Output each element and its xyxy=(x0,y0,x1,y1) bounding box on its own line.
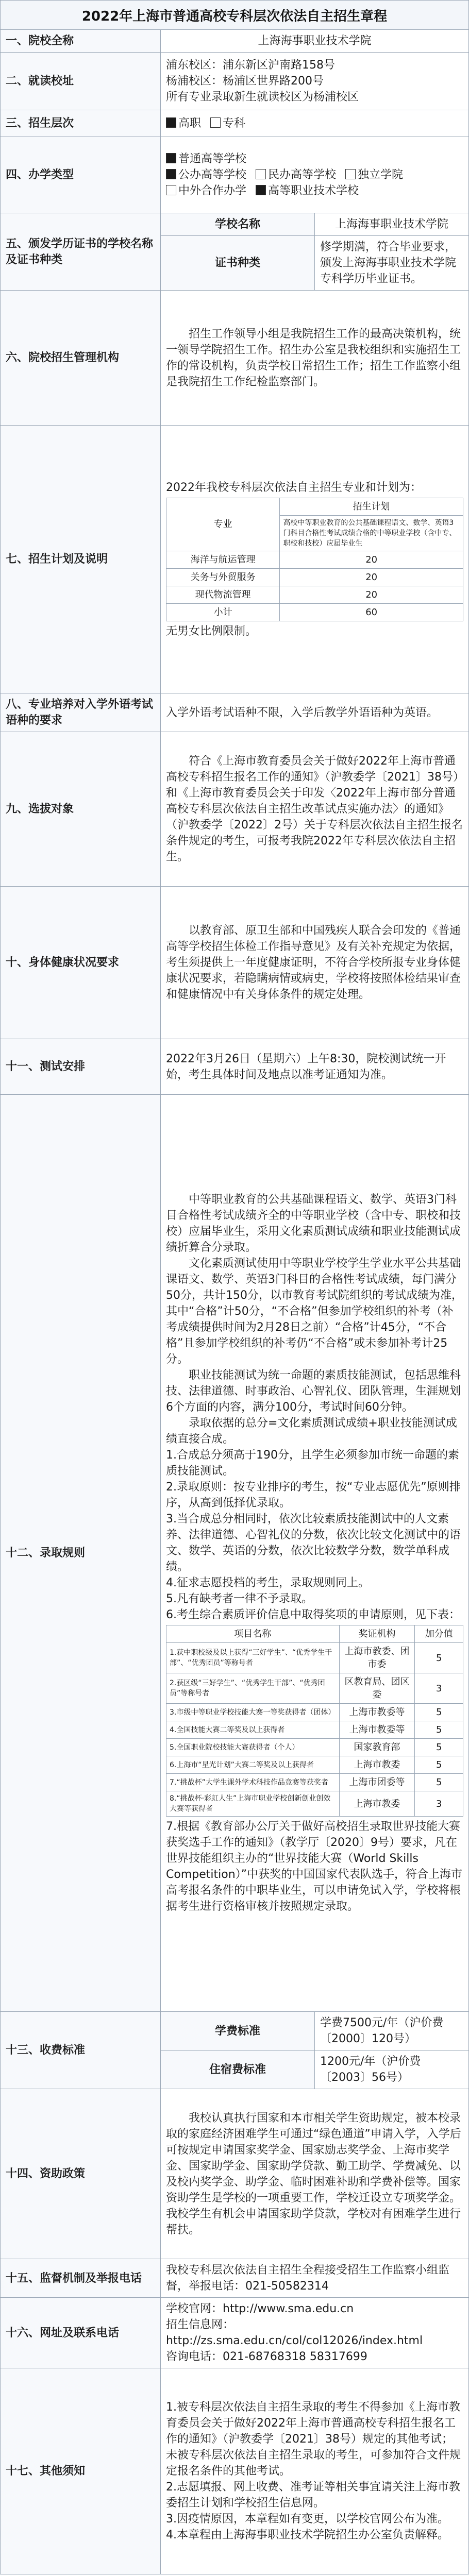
row-test xyxy=(1,1039,469,1095)
row-school-name xyxy=(1,30,469,53)
value-plan xyxy=(161,426,469,693)
label-target: 九、选拔对象 xyxy=(1,732,161,887)
label-health: 十、身体健康状况要求 xyxy=(1,887,161,1039)
option-type-2: 民办高等学校 xyxy=(256,167,336,183)
value-rules xyxy=(161,1095,469,2012)
contact-zs: 招生信息网：http://zs.sma.edu.cn/col/col12026/index.html xyxy=(166,2318,423,2347)
bonus-row: 3.市级中等职业学校技能大赛一等奖获得者（团体） 上海市教委等 5 xyxy=(166,1704,463,1721)
value-aid: 我校认真执行国家和本市相关学生资助规定，被本校录取的家庭经济困难学生可通过“绿色通道”申请入学，入学后可按规定申请国家奖学金、国家励志奖学金、上海市奖学金、国家助学金、国家助学贷款、勤工助学、学费减免、以及校内奖学金、助学金、临时困难补助和学费补偿等。国家资助学生是学校的一项重要工作，学校迁设立专项奖学金。我校学生有机会申请国家助学贷款，学校对有困难学生进行帮扶。 xyxy=(161,2089,469,2259)
value-health: 以教育部、原卫生部和中国残疾人联合会印发的《普通高等学校招生体检工作指导意见》及有关补充规定为依据，考生须提供上一年度健康证明，不符合学校所报专业身体健康状况要求，若隐瞒病情或病史，学校将按照体检结果审查和健康情况中有关身体条件的规定处理。 xyxy=(161,887,469,1039)
value-cert-type: 修学期满，符合毕业要求，颁发上海海事职业技术学院专科学历毕业证书。 xyxy=(315,236,469,291)
rules-para: 1.合成总分须高于190分，且学生必须参加市统一命题的素质技能测试。 xyxy=(166,1449,459,1478)
plan-row: 海洋与航运管理 20 xyxy=(166,551,463,568)
row-fee-tuition xyxy=(1,2012,469,2050)
label-campus: 二、就读校址 xyxy=(1,53,161,110)
other-para: 4.本章程由上海海事职业技术学院招生办公室负责解释。 xyxy=(166,2529,449,2541)
other-para: 1.被专科层次依法自主招生录取的考生不得参加《上海市教育委员会关于做好2022年上海市普通高校专科招生报名工作的通知》（沪教委学〔2021〕38号）规定的其他考试；未被专科层次依法自主招生录取的考生，可参加符合文件规定报名条件的其他考试。 xyxy=(166,2401,461,2478)
value-contact xyxy=(161,2298,469,2368)
value-school-name: 上海海事职业技术学院 xyxy=(161,30,469,53)
checkbox-icon xyxy=(256,169,266,179)
document-title: 2022年上海市普通高校专科层次依法自主招生章程 xyxy=(0,0,469,29)
row-campus xyxy=(1,53,469,110)
plan-row-total: 小计 60 xyxy=(166,603,463,621)
bonus-th-name: 项目名称 xyxy=(166,1625,340,1643)
plan-row: 关务与外贸服务 20 xyxy=(166,568,463,586)
value-tuition: 学费7500元/年（沪价费〔2000〕120号） xyxy=(315,2012,469,2050)
checkbox-icon xyxy=(166,153,176,163)
label-language: 八、专业培养对入学外语考试语种的要求 xyxy=(1,693,161,732)
label-contact: 十六、网址及联系电话 xyxy=(1,2298,161,2368)
campus-line-note: 所有专业录取新生就读校区为杨浦校区 xyxy=(166,91,359,104)
value-language: 入学外语考试语种不限，入学后教学外语语种为英语。 xyxy=(161,693,469,732)
checkbox-icon xyxy=(166,185,176,195)
plan-th-desc: 高校中等职业教育的公共基础课程语文、数学、英语3门科目合格性考试成绩合格的中等职业学校（含中专、职校和技校）应届毕业生 xyxy=(280,515,463,551)
option-type-1: 公办高等学校 xyxy=(166,167,246,183)
label-aid: 十四、资助政策 xyxy=(1,2089,161,2259)
rules-para: 2.录取原则：按专业排序的考生，按“专业志愿优先”原则排序，从高到低择优录取。 xyxy=(166,1481,461,1510)
label-other: 十七、其他须知 xyxy=(1,2368,161,2574)
value-supervise: 我校专科层次依法自主招生全程接受招生工作监察小组监督，举报电话：021-50582314 xyxy=(161,2259,469,2298)
bonus-table xyxy=(166,1625,463,1817)
other-para: 3.因疫情原因，本章程如有变更，以学校官网公布为准。 xyxy=(166,2513,449,2526)
plan-row: 现代物流管理 20 xyxy=(166,586,463,603)
value-level xyxy=(161,110,469,137)
row-target xyxy=(1,732,469,887)
rules-para: 中等职业教育的公共基础课程语文、数学、英语3门科目合格性考试成绩齐全的中等职业学校（含中专、职校和技校）应届毕业生，采用文化素质测试成绩和职业技能测试成绩折算合分录取。 xyxy=(166,1193,461,1254)
option-type-3: 独立学院 xyxy=(345,167,403,183)
label-fee: 十三、收费标准 xyxy=(1,2012,161,2089)
checkbox-icon xyxy=(210,117,221,128)
value-school-type xyxy=(161,137,469,213)
other-para: 2.志愿填报、网上收费、准考证等相关事宜请关注上海市教委招生计划和学校招生信息网。 xyxy=(166,2481,460,2510)
rules-para: 录取依据的总分=文化素质测试成绩+职业技能测试成绩直接合成。 xyxy=(166,1417,457,1446)
label-stay: 住宿费标准 xyxy=(161,2050,315,2089)
row-admin xyxy=(1,291,469,426)
row-plan xyxy=(1,426,469,693)
rules-para: 职业技能测试为统一命题的素质技能测试，包括思维科技、法律道德、时事政治、心智礼仪、团队管理，生涯规划6个方面的内容，满分100分，考试时间60分钟。 xyxy=(166,1369,461,1414)
label-school-type: 四、办学类型 xyxy=(1,137,161,213)
row-rules xyxy=(1,1095,469,2012)
bonus-row: 6.上海市“星光计划”大赛二等奖及以上获得者 上海市教委 5 xyxy=(166,1756,463,1774)
label-cert: 五、颁发学历证书的学校名称及证书种类 xyxy=(1,213,161,291)
bonus-row: 4.全国技能大赛二等奖及以上获得者 上海市教委等 5 xyxy=(166,1721,463,1739)
value-other xyxy=(161,2368,469,2574)
label-cert-school: 学校名称 xyxy=(161,213,315,236)
checkbox-icon xyxy=(345,169,356,179)
rules-para: 5.凡有缺考者一律不予录取。 xyxy=(166,1592,313,1605)
campus-line-pudong: 浦东校区：浦东新区沪南路158号 xyxy=(166,59,335,72)
value-admin: 招生工作领导小组是我院招生工作的最高决策机构，统一领导学院招生工作。招生办公室是我校组织和实施招生工作的常设机构，负责学校日常招生工作；招生工作监察小组是我院招生工作纪检监察部门。 xyxy=(161,291,469,426)
label-tuition: 学费标准 xyxy=(161,2012,315,2050)
rules-para: 文化素质测试使用中等职业学校学生学业水平公共基础课语文、数学、英语3门科目的合格性考试成绩，每门满分50分，共计150分，以市教育考试院组织的考试成绩为准，其中“合格”计50分，“不合格”但参加学校组织的补考（补考成绩提供时间为2月28日之前）“合格”计45分，“不合格”且参加学校组织的补考仍“不合格”或未参加补考计25分。 xyxy=(166,1257,463,1366)
value-campus xyxy=(161,53,469,110)
plan-table xyxy=(166,498,463,621)
checkbox-icon xyxy=(166,117,176,128)
bonus-th-org: 奖证机构 xyxy=(339,1625,415,1643)
rules-para: 4.征求志愿投档的考生，录取规则同上。 xyxy=(166,1577,370,1589)
plan-intro: 2022年我校专科层次依法自主招生专业和计划为： xyxy=(166,481,422,494)
bonus-row: 2.获区级“三好学生”、“优秀学生干部”、“优秀团员”等称号者 区教育局、团区委 3 xyxy=(166,1673,463,1704)
row-language xyxy=(1,693,469,732)
rules-tail: 7.根据《教育部办公厅关于做好高校招生录取世界技能大赛获奖选手工作的通知》（教学厅〔2020〕9号）要求，凡在世界技能组织主办的“世界技能大赛（World Skills Competition）”中获奖的中国国家代表队选手，符合上海市高考报名条件的中职毕业生，可以申请免试入学，学校将根据考生进行资格审核并按照规定录取。 xyxy=(166,1820,463,1913)
option-gaozhi: 高职 xyxy=(166,115,201,131)
rules-para: 6.考生综合素质评价信息中取得奖项的申请原则，见下表： xyxy=(166,1608,460,1621)
row-cert-school xyxy=(1,213,469,236)
label-level: 三、招生层次 xyxy=(1,110,161,137)
option-type-4: 中外合作办学 xyxy=(166,183,246,199)
contact-site: 学校官网：http://www.sma.edu.cn xyxy=(166,2302,354,2315)
charter-table xyxy=(0,29,469,2574)
contact-phone: 咨询电话：021-68768318 58317699 xyxy=(166,2350,367,2363)
row-school-type xyxy=(1,137,469,213)
bonus-row: 7.“挑战杯”大学生课外学术科技作品竞赛等获奖者 上海市团委等 5 xyxy=(166,1774,463,1791)
bonus-th-val: 加分值 xyxy=(415,1625,463,1643)
row-supervise xyxy=(1,2259,469,2298)
option-zhuanke: 专科 xyxy=(210,115,245,131)
plan-th-major: 专业 xyxy=(166,498,280,551)
checkbox-icon xyxy=(166,169,176,179)
bonus-row: 5.全国职业院校技能大赛获得者（个人） 国家教育部 5 xyxy=(166,1739,463,1756)
label-test: 十一、测试安排 xyxy=(1,1039,161,1095)
label-plan: 七、招生计划及说明 xyxy=(1,426,161,693)
plan-th-plan: 招生计划 xyxy=(280,498,463,515)
row-aid xyxy=(1,2089,469,2259)
option-type-5: 高等职业技术学校 xyxy=(256,183,359,199)
value-stay: 1200元/年（沪价费〔2003〕56号） xyxy=(315,2050,469,2089)
rules-para: 3.当合成总分相同时，依次比较素质技能测试中的人文素养、法律道德、心智礼仪的分数，依次比较文化测试中的语文、数学、英语的分数，依次比较数学分数，数学单科成绩。 xyxy=(166,1513,461,1573)
label-admin: 六、院校招生管理机构 xyxy=(1,291,161,426)
label-rules: 十二、录取规则 xyxy=(1,1095,161,2012)
row-level xyxy=(1,110,469,137)
bonus-row: 1.获中职校级及以上获得“三好学生”、“优秀学生干部”、“优秀团员”等称号者 上海市教委、团市委 5 xyxy=(166,1643,463,1673)
label-school-name: 一、院校全称 xyxy=(1,30,161,53)
row-other xyxy=(1,2368,469,2574)
campus-line-yangpu: 杨浦校区：杨浦区世界路200号 xyxy=(166,75,324,88)
row-contact xyxy=(1,2298,469,2368)
value-target: 符合《上海市教育委员会关于做好2022年上海市普通高校专科招生报名工作的通知》（沪教委学〔2021〕38号）和《上海市教育委员会关于印发〈2022年上海市部分普通高校专科层次依法自主招生改革试点实施办法〉的通知》（沪教委学〔2022〕2号）关于专科层次依法自主招生报名条件规定的考生，可报考我院2022年专科层次依法自主招生。 xyxy=(161,732,469,887)
plan-note: 无男女比例限制。 xyxy=(166,624,257,638)
option-type-0: 普通高等学校 xyxy=(166,151,246,167)
bonus-row: 8.“挑战杯·彩虹人生”上海市职业学校创新创业创效大赛等获得者 上海市教委 3 xyxy=(166,1791,463,1817)
value-cert-school: 上海海事职业技术学院 xyxy=(315,213,469,236)
row-health xyxy=(1,887,469,1039)
label-cert-type: 证书种类 xyxy=(161,236,315,291)
label-supervise: 十五、监督机制及举报电话 xyxy=(1,2259,161,2298)
checkbox-icon xyxy=(256,185,266,195)
value-test: 2022年3月26日（星期六）上午8:30，院校测试统一开始，考生具体时间及地点以准考证通知为准。 xyxy=(161,1039,469,1095)
